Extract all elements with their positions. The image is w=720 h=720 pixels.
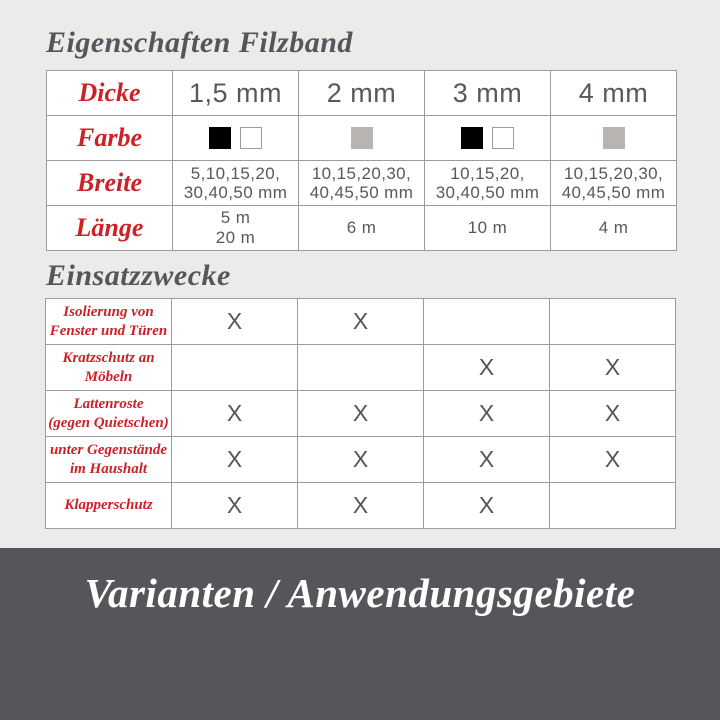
- usage-mark-cell: X: [172, 483, 298, 529]
- section-title-einsatzzwecke: Einsatzzwecke: [46, 259, 231, 292]
- breite-value-col2: 10,15,20,30, 40,45,50 mm: [299, 161, 425, 206]
- properties-row-laenge: [47, 206, 677, 251]
- row-label-dicke: Dicke: [47, 71, 173, 116]
- dicke-value-col3: 3 mm: [425, 71, 551, 116]
- white-color-swatch: [240, 127, 262, 149]
- usage-empty-cell: [424, 299, 550, 345]
- usage-row-label: Klapperschutz: [46, 483, 172, 529]
- farbe-swatches-col3: [425, 116, 551, 161]
- laenge-value-col3: 10 m: [425, 206, 551, 251]
- gray-color-swatch: [351, 127, 373, 149]
- properties-row-breite: [47, 161, 677, 206]
- properties-row-dicke: [47, 71, 677, 116]
- usage-row-1: [46, 299, 676, 345]
- breite-value-col4: 10,15,20,30, 40,45,50 mm: [551, 161, 677, 206]
- dicke-value-col2: 2 mm: [299, 71, 425, 116]
- usage-mark-cell: X: [424, 483, 550, 529]
- properties-row-farbe: [47, 116, 677, 161]
- farbe-swatches-col4: [551, 116, 677, 161]
- farbe-swatches-col1: [173, 116, 299, 161]
- usage-mark-cell: X: [550, 391, 676, 437]
- row-label-breite: Breite: [47, 161, 173, 206]
- laenge-value-col1: 5 m 20 m: [173, 206, 299, 251]
- properties-table-body: [47, 71, 677, 251]
- usage-mark-cell: X: [424, 437, 550, 483]
- usage-row-2: [46, 345, 676, 391]
- section-title-eigenschaften: Eigenschaften Filzband: [46, 26, 353, 59]
- laenge-value-col2: 6 m: [299, 206, 425, 251]
- usage-empty-cell: [550, 299, 676, 345]
- usage-row-4: [46, 437, 676, 483]
- usage-mark-cell: X: [298, 483, 424, 529]
- usage-row-label: Kratzschutz an Möbeln: [46, 345, 172, 391]
- usage-row-label: Isolierung von Fenster und Türen: [46, 299, 172, 345]
- dicke-value-col1: 1,5 mm: [173, 71, 299, 116]
- usage-mark-cell: X: [550, 345, 676, 391]
- row-label-laenge: Länge: [47, 206, 173, 251]
- usage-row-label: Lattenroste (gegen Quietschen): [46, 391, 172, 437]
- usage-mark-cell: X: [298, 299, 424, 345]
- usage-table-body: [46, 299, 676, 529]
- bottom-banner: [0, 548, 720, 720]
- dicke-value-col4: 4 mm: [551, 71, 677, 116]
- usage-empty-cell: [172, 345, 298, 391]
- usage-mark-cell: X: [298, 391, 424, 437]
- usage-empty-cell: [550, 483, 676, 529]
- laenge-value-col4: 4 m: [551, 206, 677, 251]
- banner-title: Varianten / Anwendungsgebiete: [84, 570, 636, 616]
- gray-color-swatch: [603, 127, 625, 149]
- properties-table: [46, 70, 677, 251]
- usage-mark-cell: X: [172, 299, 298, 345]
- usage-mark-cell: X: [172, 437, 298, 483]
- usage-table: [45, 298, 676, 529]
- usage-row-3: [46, 391, 676, 437]
- usage-mark-cell: X: [298, 437, 424, 483]
- usage-row-5: [46, 483, 676, 529]
- usage-empty-cell: [298, 345, 424, 391]
- breite-value-col1: 5,10,15,20, 30,40,50 mm: [173, 161, 299, 206]
- white-color-swatch: [492, 127, 514, 149]
- usage-row-label: unter Gegenstände im Haushalt: [46, 437, 172, 483]
- usage-mark-cell: X: [172, 391, 298, 437]
- farbe-swatches-col2: [299, 116, 425, 161]
- usage-mark-cell: X: [550, 437, 676, 483]
- row-label-farbe: Farbe: [47, 116, 173, 161]
- black-color-swatch: [209, 127, 231, 149]
- black-color-swatch: [461, 127, 483, 149]
- breite-value-col3: 10,15,20, 30,40,50 mm: [425, 161, 551, 206]
- usage-mark-cell: X: [424, 345, 550, 391]
- usage-mark-cell: X: [424, 391, 550, 437]
